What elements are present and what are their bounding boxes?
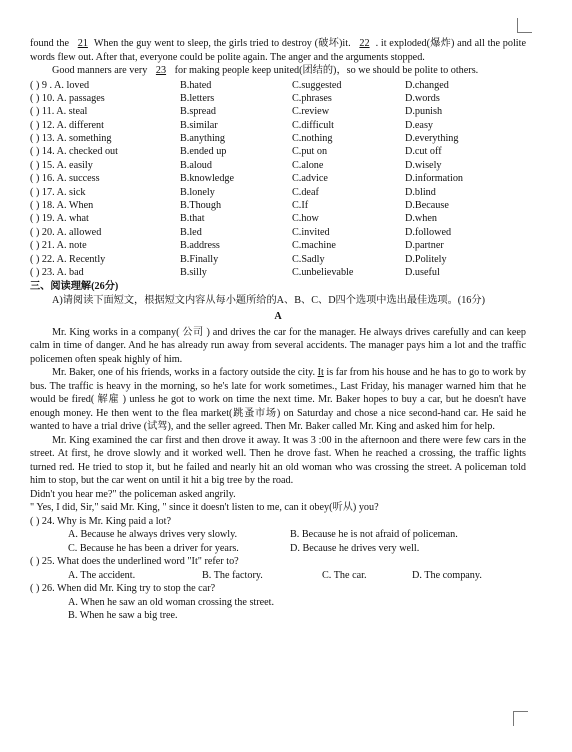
- option-row: [30, 186, 526, 199]
- answer-row: [30, 569, 526, 583]
- option-b: B.letters: [180, 92, 215, 104]
- option-c: C.suggested: [292, 79, 342, 91]
- option-d: D.easy: [405, 119, 434, 131]
- option-c: C.review: [292, 106, 330, 118]
- underlined-word: It: [317, 367, 324, 379]
- option-d: D.Politely: [405, 253, 447, 265]
- option-row: [30, 92, 526, 105]
- option-c: C.phrases: [292, 92, 332, 104]
- question-24: ( ) 24. Why is Mr. King paid a lot?: [30, 515, 172, 527]
- option-b: B.led: [180, 226, 202, 238]
- answer-c: C. Because he has been a driver for years.: [68, 542, 239, 554]
- option-c: C.machine: [292, 240, 336, 252]
- option-a: ( ) 21. A. note: [30, 240, 87, 252]
- option-b: B.silly: [180, 266, 207, 278]
- cloze-paragraph-end: [30, 37, 526, 64]
- option-b: B.Finally: [180, 253, 219, 265]
- option-b: B.address: [180, 240, 220, 252]
- answer-row: [30, 528, 526, 542]
- option-b: B.spread: [180, 106, 216, 118]
- question-25: ( ) 25. What does the underlined word "It" refer to?: [30, 556, 239, 568]
- option-c: C.advice: [292, 173, 328, 185]
- option-d: D.when: [405, 213, 437, 225]
- text: . it exploded(爆炸) and all the polite words flew out. After that, everyone could be polite again. The anger and the arguments stopped.: [30, 38, 526, 63]
- option-a: ( ) 11. A. steal: [30, 106, 88, 118]
- option-c: C.put on: [292, 146, 328, 158]
- text: is far from his house and he has to go to work by bus. The traffic is heavy in the morning, so he's late for work sometimes., Last Friday, his manager warned him that he would be fired( 解雇 ) unless he got to work on time the next time. Mr. Baker hopes to buy a car, but he doesn't have enough money. He then went to the flea market(跳蚤市场) on Saturday and chose a nice second-hand car. He said he wanted to have a trial drive (试驾), and the seller agreed. Then Mr. Baker called Mr. King and asked him for help.: [30, 367, 526, 433]
- option-a: ( ) 12. A. different: [30, 119, 104, 131]
- answer-a: A. The accident.: [68, 569, 136, 581]
- option-row: [30, 253, 526, 266]
- option-row: [30, 226, 526, 239]
- option-d: D.blind: [405, 186, 436, 198]
- passage-paragraph: Mr. King examined the car first and then drove it away. It was 3 :00 in the afternoon and there were few cars in the street. At first, he drove slowly and it worked well. Then he drove fast. When he reached a crossing, the traffic lights turned red. He tried to stop it, but he failed and nearly hit an old woman who was crossing the street. A policeman told him to stop, but the car went on until it hit a big tree by the road.: [30, 434, 526, 487]
- option-b: B.that: [180, 213, 205, 225]
- option-b: B.ended up: [180, 146, 227, 158]
- option-d: D.useful: [405, 266, 440, 278]
- option-b: B.lonely: [180, 186, 215, 198]
- option-a: ( ) 13. A. something: [30, 133, 112, 145]
- option-b: B.anything: [180, 133, 225, 145]
- option-a: ( ) 10. A. passages: [30, 92, 105, 104]
- text: for making people keep united(团结的)，so we should be polite to others.: [172, 65, 479, 76]
- option-a: ( ) 19. A. what: [30, 213, 89, 225]
- option-row: [30, 79, 526, 92]
- option-row: [30, 266, 526, 279]
- option-d: D.followed: [405, 226, 452, 238]
- text: Mr. Baker, one of his friends, works in a factory outside the city.: [52, 367, 318, 379]
- option-c: C.unbelievable: [292, 266, 354, 278]
- option-row: [30, 119, 526, 132]
- option-d: D.cut off: [405, 146, 442, 158]
- option-row: [30, 145, 526, 158]
- option-b: B.aloud: [180, 159, 212, 171]
- option-row: [30, 172, 526, 185]
- option-b: B.knowledge: [180, 173, 235, 185]
- option-row: [30, 159, 526, 172]
- option-d: D.partner: [405, 240, 444, 252]
- option-a: ( ) 9 . A. loved: [30, 79, 90, 91]
- section-title: 三、阅读理解(26分): [30, 281, 119, 293]
- blank-22: 22: [359, 38, 370, 49]
- answer-d: D. The company.: [412, 569, 482, 581]
- page-corner-mark: [513, 711, 528, 726]
- option-a: ( ) 18. A. When: [30, 200, 94, 212]
- option-a: ( ) 20. A. allowed: [30, 226, 102, 238]
- option-d: D.changed: [405, 79, 449, 91]
- option-row: [30, 105, 526, 118]
- option-a: ( ) 22. A. Recently: [30, 253, 106, 265]
- passage-paragraph: Mr. King works in a company( 公司 ) and drives the car for the manager. He always drives carefully and can keep calm in time of danger. And he has already run away from several accidents. The manager pays him a lot and the traffic policemen often speak highly of him.: [30, 326, 526, 365]
- option-c: C.Sadly: [292, 253, 325, 265]
- option-row: [30, 132, 526, 145]
- option-row: [30, 199, 526, 212]
- option-c: C.alone: [292, 159, 324, 171]
- page-corner-mark: [517, 18, 532, 33]
- answer-c: C. The car.: [322, 569, 367, 581]
- option-c: C.If: [292, 200, 309, 212]
- cloze-options: [30, 79, 526, 280]
- option-c: C.difficult: [292, 119, 334, 131]
- exam-page: [30, 37, 526, 623]
- text: found the: [30, 38, 72, 49]
- option-a: ( ) 14. A. checked out: [30, 146, 118, 158]
- answer-a: A. When he saw an old woman crossing the street.: [68, 596, 275, 608]
- option-c: C.nothing: [292, 133, 333, 145]
- option-c: C.deaf: [292, 186, 319, 198]
- answer-b: B. Because he is not afraid of policeman.: [290, 529, 458, 541]
- option-c: C.invited: [292, 226, 330, 238]
- option-d: D.wisely: [405, 159, 442, 171]
- option-row: [30, 212, 526, 225]
- text: When the guy went to sleep, the girls tried to destroy (破坏)it.: [93, 38, 354, 49]
- option-d: D.Because: [405, 200, 449, 212]
- option-a: ( ) 17. A. sick: [30, 186, 86, 198]
- blank-23: 23: [155, 65, 167, 76]
- option-b: B.Though: [180, 200, 222, 212]
- passage-paragraph: [30, 366, 526, 434]
- passage-paragraph: " Yes, I did, Sir," said Mr. King, " since it doesn't listen to me, can it obey(听从) you?: [30, 502, 379, 514]
- answer-b: B. The factory.: [202, 569, 263, 581]
- answer-d: D. Because he drives very well.: [290, 542, 420, 554]
- section-instruction: A)请阅读下面短文，根据短文内容从每小题所给的A、B、C、D四个选项中选出最佳选项。(16分): [52, 294, 485, 306]
- option-d: D.information: [405, 173, 464, 185]
- answer-b: B. When he saw a big tree.: [68, 610, 178, 622]
- passage-paragraph: Didn't you hear me?" the policeman asked angrily.: [30, 488, 236, 500]
- text: Good manners are very: [52, 65, 150, 76]
- cloze-paragraph-last: [30, 64, 526, 78]
- option-a: ( ) 15. A. easily: [30, 159, 93, 171]
- question-26: ( ) 26. When did Mr. King try to stop the car?: [30, 583, 216, 595]
- answer-row: [30, 542, 526, 556]
- option-d: D.words: [405, 92, 440, 104]
- option-row: [30, 239, 526, 252]
- option-a: ( ) 16. A. success: [30, 173, 100, 185]
- option-c: C.how: [292, 213, 319, 225]
- option-b: B.hated: [180, 79, 212, 91]
- option-a: ( ) 23. A. bad: [30, 266, 84, 278]
- answer-a: A. Because he always drives very slowly.: [68, 529, 238, 541]
- option-d: D.punish: [405, 106, 443, 118]
- passage-label: A: [274, 311, 282, 323]
- blank-21: 21: [77, 38, 88, 49]
- option-b: B.similar: [180, 119, 218, 131]
- option-d: D.everything: [405, 133, 459, 145]
